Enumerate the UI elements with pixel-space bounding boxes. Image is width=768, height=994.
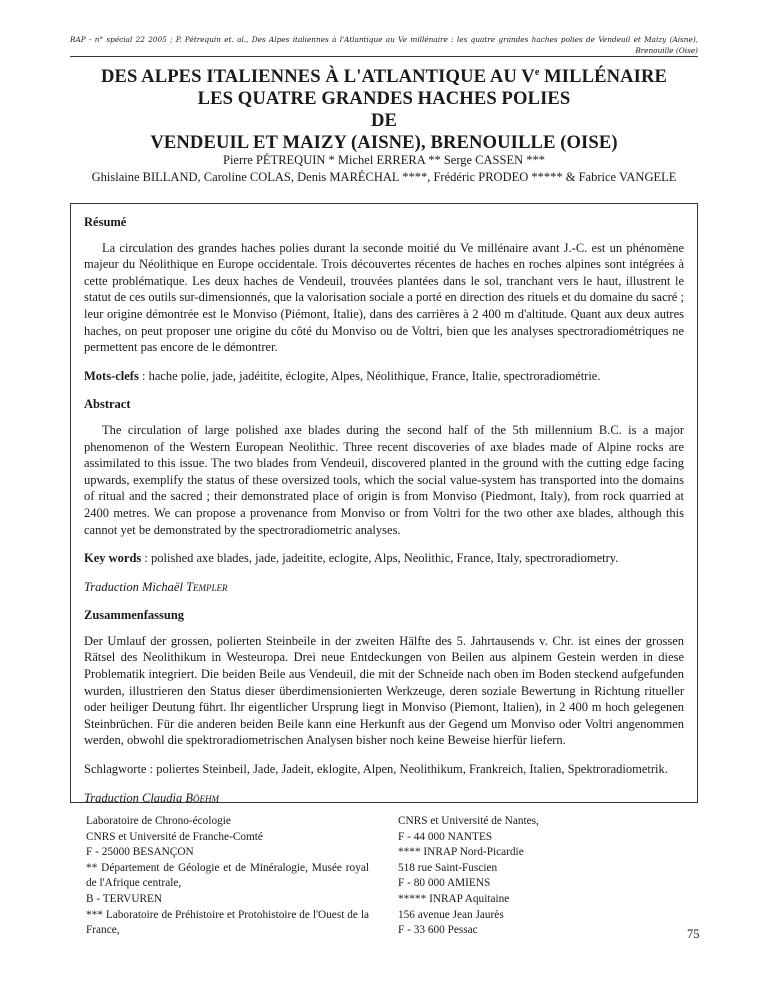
- resume-heading: Résumé: [84, 215, 127, 229]
- zusammenfassung-translator-name: Böehm: [185, 790, 220, 805]
- abstract-heading: Abstract: [84, 397, 131, 412]
- header-rule: [70, 56, 698, 57]
- affiliation-line: **** INRAP Nord-Picardie: [398, 846, 524, 859]
- affiliation-line: ***** INRAP Aquitaine: [398, 892, 510, 905]
- zusammenfassung-text: Der Umlauf der grossen, polierten Steinbeile in der zweiten Hälfte des 5. Jahrtausends v. Chr. ist eines der grossen Rätsel des Neolithikum in Westeuropa. Drei neue Entdeckungen von Beilen aus alpinem Gestein werden in diese Problematik integriert. Die beiden Beile aus Vendeuil, die mit der Schneide nach oben im Boden steckend aufgefunden wurden, illustrieren den Status dieser überdimensionierten Werkzeuge, deren soziale Bewertung in Richtung ritueller oder heiliger Deutung führt. Ihr eigentlicher Ursprung liegt in Monviso (Piemont, Italien), in 2 400 m hoch gelegenen Steinbrüchen. Für die anderen beiden Beile kann eine Herkunft aus der Gegend um Monviso oder Voltri angenommen werden, obwohl die spektroradiometrischen Analysen bisher noch keine Beweise hierfür liefern.: [84, 633, 684, 748]
- affiliations-right: [398, 814, 658, 939]
- affiliation-line: ** Département de Géologie et de Minéralogie, Musée royal de l'Afrique centrale,: [86, 861, 369, 890]
- title-line4: VENDEUIL ET MAIZY (AISNE), BRENOUILLE (OISE): [150, 132, 618, 153]
- affiliation-line: F - 33 600 Pessac: [398, 924, 478, 937]
- resume-keywords-list: : hache polie, jade, jadéitite, éclogite, Alpes, Néolithique, France, Italie, spectroradiométrie.: [138, 368, 601, 383]
- zusammenfassung-translator-prefix: Traduction Claudia: [84, 790, 186, 805]
- abstract-keywords-label: Key words: [84, 551, 142, 566]
- authors-line2: Ghislaine BILLAND, Caroline COLAS, Denis MARÉCHAL ****, Frédéric PRODEO ***** & Fabrice VANGELE: [91, 170, 677, 184]
- affiliation-line: *** Laboratoire de Préhistoire et Protohistoire de l'Ouest de la France,: [86, 908, 369, 937]
- abstract-box: [70, 203, 698, 803]
- authors-line1: Pierre PÉTREQUIN * Michel ERRERA ** Serge CASSEN ***: [223, 153, 545, 167]
- abstract-box-content: [84, 214, 684, 806]
- abstract-text: The circulation of large polished axe blades during the second half of the 5th millennium B.C. is a major phenomenon of the Western European Neolithic. Three recent discoveries of axe blades made of Alpine rocks are assimilated to this issue. The two blades from Vendeuil, discovered planted in the ground with the cutting edge facing upwards, exemplify the status of these oversized tools, which the social value-system has transported into the domains of ritual and the sacred ; their demonstrated place of origin is from Monviso (Piedmont, Italy), from rock quarried at 2400 metres. We can propose a provenance from Monviso or from Voltri for the two other axe blades, although this cannot yet be demonstrated by the spectroradiometric analyses.: [84, 422, 684, 537]
- resume-keywords: [84, 368, 684, 385]
- abstract-translator-prefix: Traduction Michaël: [84, 579, 187, 594]
- zusammenfassung-translator: [84, 790, 684, 807]
- resume-text: La circulation des grandes haches polies durant la seconde moitié du Ve millénaire avant J.-C. est un phénomène majeur du Néolithique en Europe occidentale. Trois découvertes récentes de haches en roches alpines sont intégrées à cette problématique. Les deux haches de Vendeuil, trouvées plantées dans le sol, tranchant vers le haut, illustrent le statut de ces outils sur-dimensionnés, que la valorisation sociale a porté en direction des rituels et du domaine du sacré ; leur origine démontrée est le Monviso (Piémont, Italie), dans des carrières à 2 400 m d'altitude. Quant aux deux autres haches, on peut proposer une origine du côté du Monviso ou de Voltri, bien que les analyses spectroradiométriques ne permettent pas encore de le démontrer.: [84, 240, 684, 355]
- abstract-translator-name: Templer: [186, 579, 228, 594]
- page-number: 75: [687, 927, 700, 941]
- affiliation-line: 518 rue Saint-Fuscien: [398, 861, 498, 874]
- zusammenfassung-keywords-list: : poliertes Steinbeil, Jade, Jadeit, eklogite, Alpen, Neolithikum, Frankreich, Italien, Spektroradiometrik.: [146, 762, 668, 777]
- title-line3: DE: [370, 110, 398, 131]
- zusammenfassung-keywords: [84, 761, 684, 778]
- affiliation-line: F - 25000 BESANÇON: [86, 846, 194, 859]
- affiliation-line: F - 44 000 NANTES: [398, 830, 493, 843]
- title-line2: LES QUATRE GRANDES HACHES POLIES: [197, 88, 571, 109]
- abstract-translator: [84, 579, 684, 596]
- affiliations-left: [86, 814, 369, 939]
- running-header-line2: Brenouille (Oise): [635, 46, 698, 55]
- affiliation-line: CNRS et Université de Nantes,: [398, 815, 539, 827]
- zusammenfassung-heading: Zusammenfassung: [84, 608, 185, 623]
- resume-keywords-label: Mots-clefs: [84, 368, 139, 383]
- title-superscript: e: [534, 66, 540, 78]
- abstract-keywords: [84, 550, 684, 567]
- affiliation-line: CNRS et Université de Franche-Comté: [86, 830, 263, 843]
- title-line1-a: DES ALPES ITALIENNES À L'ATLANTIQUE AU V: [100, 66, 535, 87]
- abstract-keywords-list: : polished axe blades, jade, jadeitite, eclogite, Alps, Neolithic, France, Italy, spectroradiometry.: [141, 551, 619, 566]
- running-header: [70, 34, 698, 56]
- affiliation-line: B - TERVUREN: [86, 892, 163, 905]
- affiliation-line: Laboratoire de Chrono-écologie: [86, 815, 231, 827]
- article-title: [40, 66, 728, 154]
- running-header-line1: RAP - n° spécial 22 2005 ; P. Pétrequin et. al., Des Alpes italiennes à l'Atlantique au Ve millénaire : les quatre grandes haches polies de Vendeuil et Maizy (Aisne),: [70, 35, 698, 44]
- zusammenfassung-keywords-label: Schlagworte: [84, 762, 147, 777]
- authors: [0, 152, 768, 186]
- title-line1: [40, 66, 728, 88]
- affiliation-line: 156 avenue Jean Jaurès: [398, 908, 504, 921]
- title-line1-b: MILLÉNAIRE: [539, 66, 668, 87]
- affiliation-line: F - 80 000 AMIENS: [398, 877, 491, 890]
